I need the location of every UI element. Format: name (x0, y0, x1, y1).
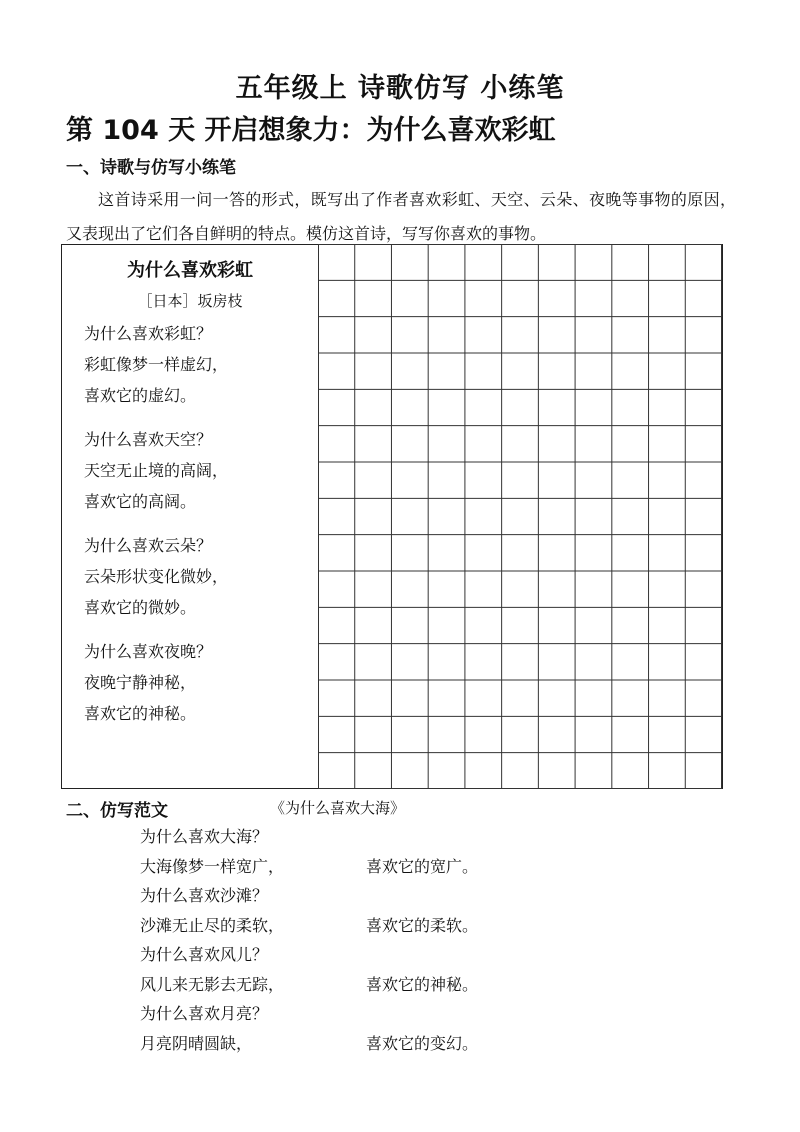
sample-row (140, 822, 560, 852)
poem-stanza-4 (84, 636, 212, 729)
sample-poem (140, 822, 560, 1058)
sample-row (140, 881, 560, 911)
poem-title: 为什么喜欢彩虹 (127, 260, 253, 281)
poem-line: 为什么喜欢云朵？ (84, 536, 213, 555)
sample-line: 大海像梦一样宽广， (140, 856, 285, 876)
sample-row (140, 940, 560, 970)
sample-line: 月亮阴晴圆缺， (140, 1033, 253, 1053)
sample-line-answer: 喜欢它的神秘。 (366, 974, 479, 994)
section-1-heading: 一、诗歌与仿写小练笔 (66, 158, 236, 178)
poem-line: 喜欢它的微妙。 (84, 598, 197, 617)
sample-row (140, 1029, 560, 1059)
poem-line: 云朵形状变化微妙， (84, 567, 229, 586)
sample-line: 为什么喜欢大海？ (140, 827, 269, 846)
section-2-heading: 二、仿写范文 (66, 801, 168, 821)
lesson-title: 第 104 天 开启想象力：为什么喜欢彩虹 (66, 115, 556, 146)
poem-stanza-2 (84, 424, 228, 517)
writing-grid[interactable] (318, 244, 722, 789)
sample-line: 为什么喜欢风儿？ (140, 945, 269, 964)
sample-line: 风儿来无影去无踪， (140, 974, 285, 994)
poem-line: 夜晚宁静神秘， (84, 673, 197, 692)
sample-line-answer: 喜欢它的宽广。 (366, 856, 479, 876)
poem-line: 彩虹像梦一样虚幻， (84, 355, 229, 374)
poem-line: 喜欢它的虚幻。 (84, 386, 197, 405)
page-title: 五年级上 诗歌仿写 小练笔 (235, 73, 565, 104)
poem-line: 喜欢它的神秘。 (84, 704, 197, 723)
poem-line: 为什么喜欢彩虹？ (84, 324, 213, 343)
poem-author: ［日本］坂房枝 (137, 292, 243, 310)
poem-line: 喜欢它的高阔。 (84, 492, 197, 511)
sample-row (140, 970, 560, 1000)
sample-title: 《为什么喜欢大海》 (270, 799, 406, 817)
sample-line: 沙滩无止尽的柔软， (140, 915, 285, 935)
sample-row (140, 911, 560, 941)
poem-stanza-1 (84, 318, 228, 411)
sample-line-answer: 喜欢它的柔软。 (366, 915, 479, 935)
sample-line-answer: 喜欢它的变幻。 (366, 1033, 479, 1053)
section-1-intro: 这首诗采用一问一答的形式，既写出了作者喜欢彩虹、天空、云朵、夜晚等事物的原因，又表现出了它们各自鲜明的特点。模仿这首诗，写写你喜欢的事物。 (66, 190, 736, 243)
sample-row (140, 852, 560, 882)
poem-line: 为什么喜欢夜晚？ (84, 642, 213, 661)
poem-line: 天空无止境的高阔， (84, 461, 229, 480)
poem-stanza-3 (84, 530, 228, 623)
sample-line: 为什么喜欢月亮？ (140, 1004, 269, 1023)
sample-row (140, 999, 560, 1029)
sample-line: 为什么喜欢沙滩？ (140, 886, 269, 905)
poem-line: 为什么喜欢天空？ (84, 430, 213, 449)
